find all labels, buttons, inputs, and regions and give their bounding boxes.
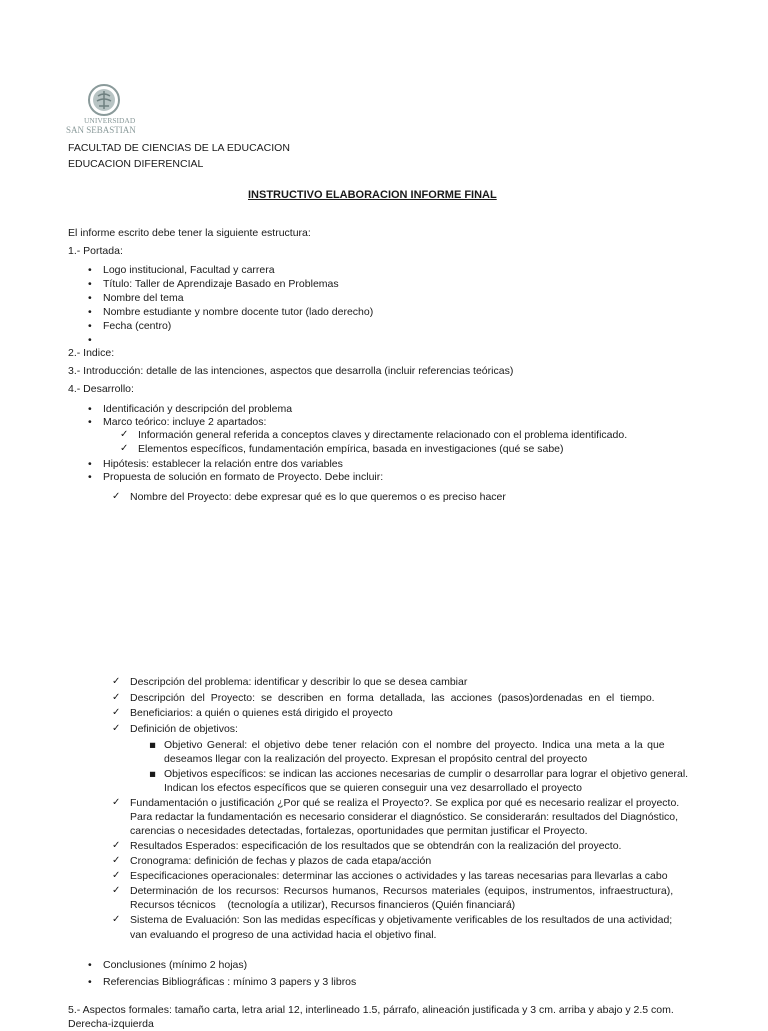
logo-line-1: UNIVERSIDAD: [84, 116, 136, 125]
list-item: • Propuesta de solución en formato de Proyecto. Debe incluir:: [103, 470, 383, 484]
check-item: ✓ Nombre del Proyecto: debe expresar qué es lo que queremos o es preciso hacer: [130, 490, 506, 504]
check-item: ✓ Determinación de los recursos: Recursos humanos, Recursos materiales (equipos, instrumentos, infraestructura),: [130, 884, 673, 898]
check-item: ✓ Descripción del Proyecto: se describen en forma detallada, las acciones (pasos)ordenadas en el tiempo.: [130, 691, 655, 705]
logo-line-2: SAN SEBASTIAN: [66, 125, 136, 135]
check-item: ✓ Descripción del problema: identificar y describir lo que se desea cambiar: [130, 675, 467, 689]
section-2-heading: 2.- Indice:: [68, 347, 115, 359]
faculty-name: FACULTAD DE CIENCIAS DE LA EDUCACION: [68, 142, 290, 154]
document-title: INSTRUCTIVO ELABORACION INFORME FINAL: [248, 189, 497, 201]
program-name: EDUCACION DIFERENCIAL: [68, 158, 204, 170]
check-item: ✓ Información general referida a conceptos claves y directamente relacionado con el problema identificado.: [138, 428, 627, 442]
list-item: • Logo institucional, Facultad y carrera: [103, 263, 275, 277]
list-item: • Nombre estudiante y nombre docente tutor (lado derecho): [103, 305, 373, 319]
section-3-heading: 3.- Introducción: detalle de las intenciones, aspectos que desarrolla (incluir referencias teóricas): [68, 365, 514, 377]
check-item-continuation: Para redactar la fundamentación es necesario considerar el diagnóstico. Se considerarán: resultados del Diagnóstico,: [130, 811, 679, 823]
sub-item: ▪ Objetivo General: el objetivo debe tener relación con el nombre del proyecto. Indica una meta a la que: [164, 738, 665, 752]
list-item: • Conclusiones (mínimo 2 hojas): [103, 958, 247, 972]
list-item: • Identificación y descripción del problema: [103, 402, 292, 416]
check-item: ✓ Fundamentación o justificación ¿Por qué se realiza el Proyecto?. Se explica por qué es necesario realizar el proyecto.: [130, 796, 679, 810]
check-item: ✓ Definición de objetivos:: [130, 722, 238, 736]
sub-item-continuation: deseamos llegar con la realización del proyecto. Expresan el propósito central del proyecto: [164, 753, 588, 765]
check-item: ✓ Sistema de Evaluación: Son las medidas específicas y objetivamente verificables de los resultados de una actividad;: [130, 913, 672, 927]
section-1-heading: 1.- Portada:: [68, 245, 123, 257]
check-item-continuation: carencias o necesidades detectadas, fortalezas, oportunidades que permitan justificar el Proyecto.: [130, 825, 588, 837]
check-item: ✓ Especificaciones operacionales: determinar las acciones o actividades y las tareas necesarias para llevarlas a cabo: [130, 869, 668, 883]
intro-text: El informe escrito debe tener la siguiente estructura:: [68, 227, 311, 239]
list-item: • Título: Taller de Aprendizaje Basado en Problemas: [103, 277, 339, 291]
section-5-continuation: Derecha-izquierda: [68, 1018, 154, 1030]
section-4-heading: 4.- Desarrollo:: [68, 383, 134, 395]
list-item: • Referencias Bibliográficas : mínimo 3 papers y 3 libros: [103, 975, 356, 989]
check-item-continuation: Recursos técnicos (tecnología a utilizar), Recursos financieros (Quién financiará): [130, 899, 516, 911]
check-item: ✓ Elementos específicos, fundamentación empírica, basada en investigaciones (qué se sabe): [138, 442, 564, 456]
list-item: • Nombre del tema: [103, 291, 184, 305]
sub-item-continuation: Indican los efectos específicos que se quieren conseguir una vez desarrollado el proyecto: [164, 782, 582, 794]
list-item: • Hipótesis: establecer la relación entre dos variables: [103, 457, 343, 471]
list-item: • Fecha (centro): [103, 319, 171, 333]
check-item: ✓ Cronograma: definición de fechas y plazos de cada etapa/acción: [130, 854, 431, 868]
check-item: ✓ Beneficiarios: a quién o quienes está dirigido el proyecto: [130, 706, 393, 720]
section-5-heading: 5.- Aspectos formales: tamaño carta, letra arial 12, interlineado 1.5, párrafo, alineación justificada y 3 cm. arriba y abajo y 2.5 com.: [68, 1004, 674, 1016]
university-logo: [66, 80, 150, 140]
check-item-continuation: van evaluando el progreso de una actividad hacia el objetivo final.: [130, 929, 437, 941]
check-item: ✓ Resultados Esperados: especificación de los resultados que se obtendrán con la realización del proyecto.: [130, 839, 621, 853]
sub-item: ▪ Objetivos específicos: se indican las acciones necesarias de cumplir o desarrollar para lograr el objetivo general.: [164, 767, 688, 781]
list-item: • Marco teórico: incluye 2 apartados:: [103, 415, 266, 429]
